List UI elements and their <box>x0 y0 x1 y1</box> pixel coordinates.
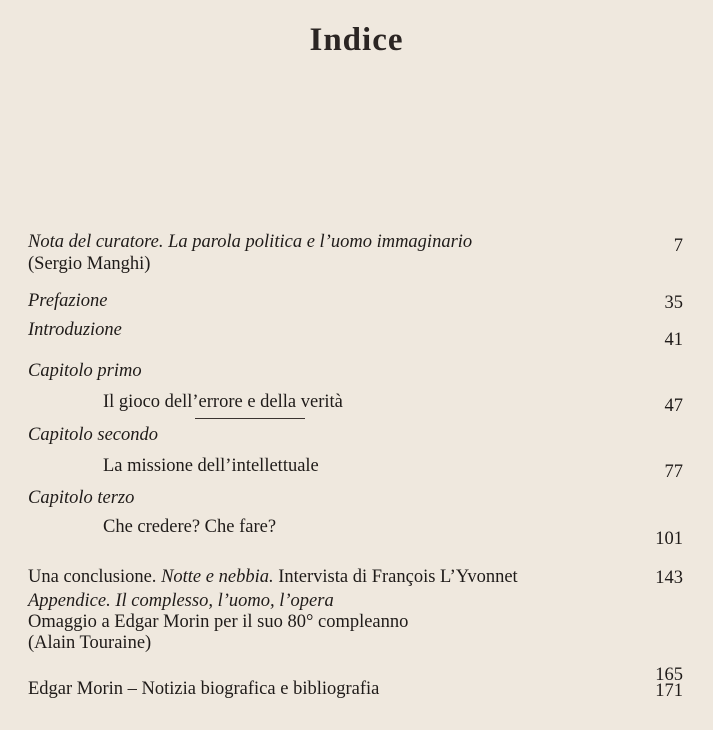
pencil-underline <box>195 418 305 419</box>
toc-page-number: 41 <box>664 330 683 350</box>
toc-entry-label: Prefazione <box>28 291 108 311</box>
toc-page-number: 77 <box>664 462 683 482</box>
toc-page-number: 143 <box>655 568 683 588</box>
toc-entry-label: Omaggio a Edgar Morin per il suo 80° compleanno <box>28 612 409 632</box>
toc-entry-label: Introduzione <box>28 320 122 340</box>
toc-page-number: 165 <box>655 665 683 685</box>
toc-entry-label-part: Intervista di François L’Yvonnet <box>278 567 518 587</box>
toc-entry-label-part: Una conclusione. <box>28 567 157 587</box>
toc-page-number: 35 <box>664 293 683 313</box>
toc-entry-label: Edgar Morin – Notizia biografica e bibliografia <box>28 679 380 699</box>
toc-chapter-heading: Appendice. Il complesso, l’uomo, l’opera <box>28 591 334 611</box>
toc-entry-label: Che credere? Che fare? <box>103 517 277 537</box>
page-title: Indice <box>309 22 404 58</box>
toc-entry-label <box>28 566 518 588</box>
toc-entry-author: (Sergio Manghi) <box>28 254 151 274</box>
toc-chapter-heading: Capitolo secondo <box>28 425 159 445</box>
toc-entry-label: Nota del curatore. La parola politica e l’uomo immaginario <box>28 232 473 252</box>
toc-entry-label: Il gioco dell’errore e della verità <box>103 392 343 412</box>
toc-chapter-heading: Capitolo terzo <box>28 488 135 508</box>
toc-page-number: 101 <box>655 529 683 549</box>
toc-entry-author: (Alain Touraine) <box>28 633 152 653</box>
toc-chapter-heading: Capitolo primo <box>28 361 142 381</box>
toc-page-number: 7 <box>673 236 683 256</box>
toc-entry-label: La missione dell’intellettuale <box>103 456 319 476</box>
toc-entry-label-italic: Notte e nebbia. <box>161 567 274 587</box>
toc-page-number: 171 <box>655 681 683 701</box>
toc-page-number: 47 <box>664 396 683 416</box>
